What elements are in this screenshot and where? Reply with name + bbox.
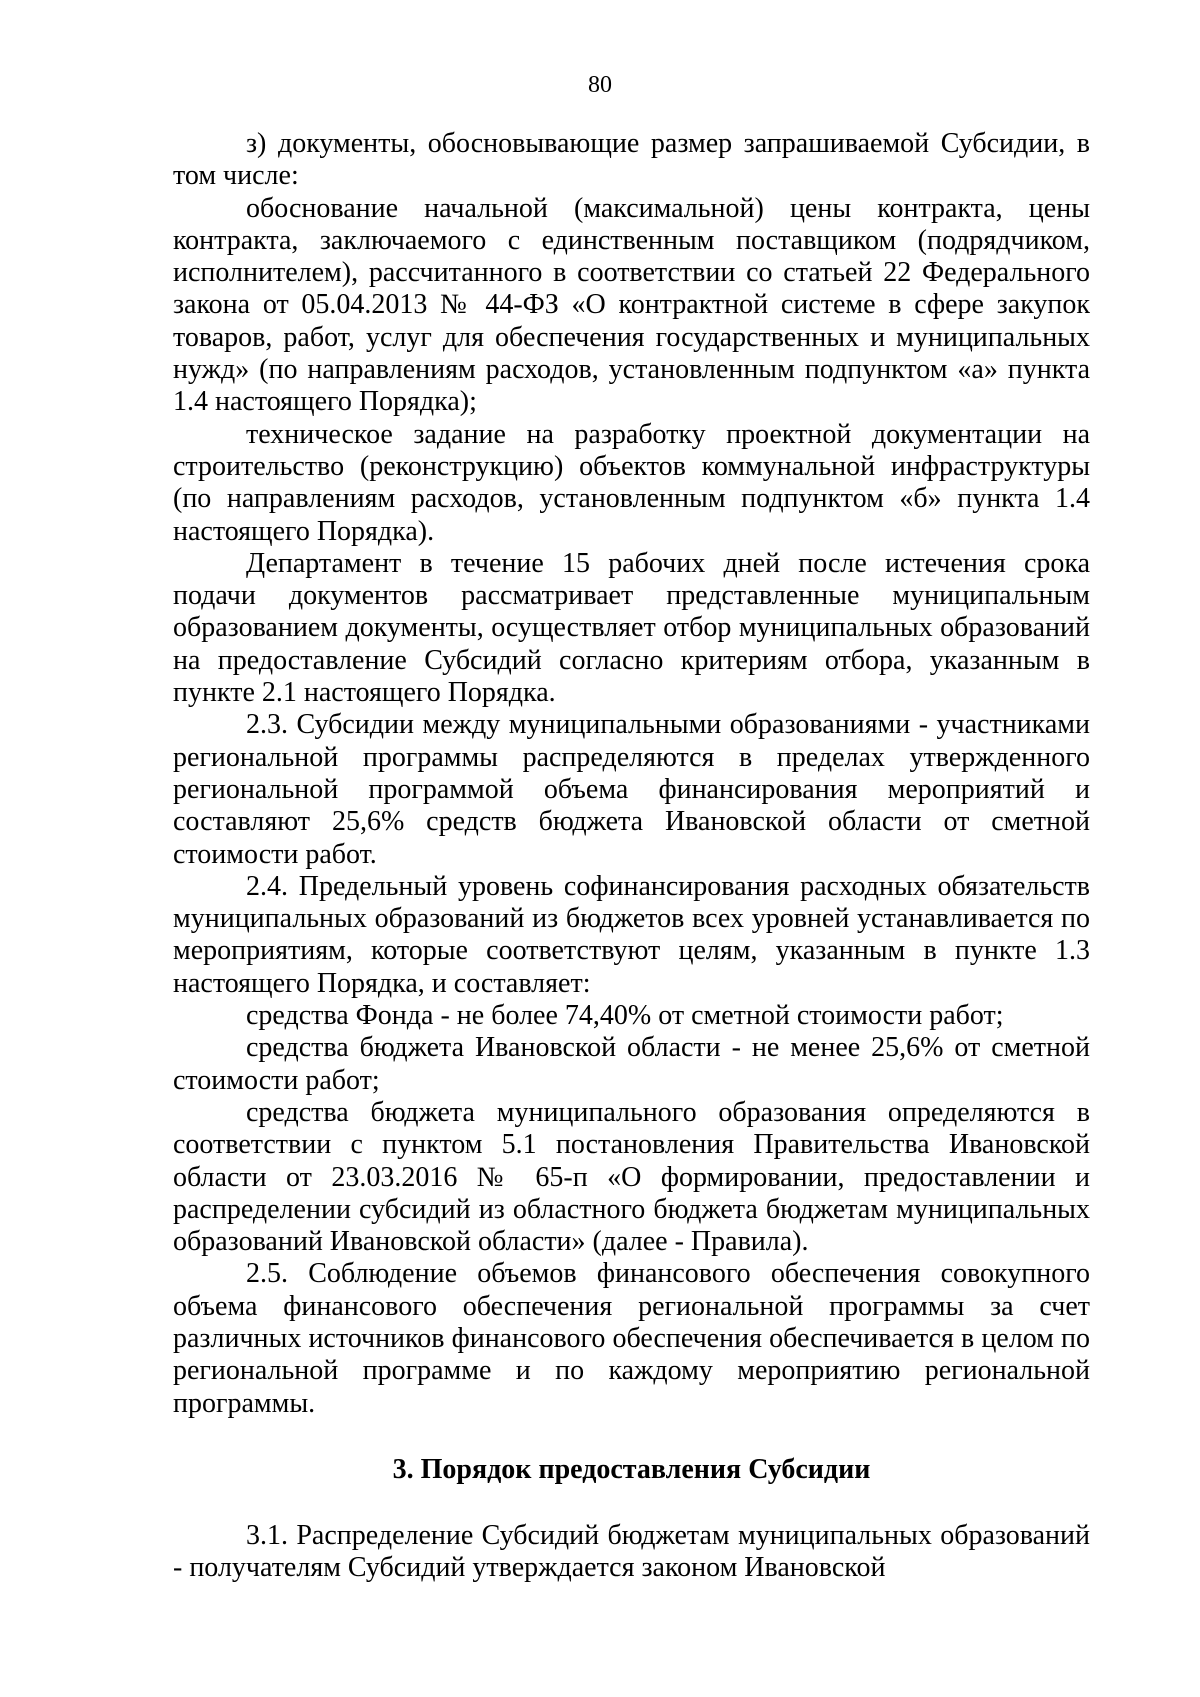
paragraph-item-z-documents: з) документы, обосновывающие размер запрашиваемой Субсидии, в том числе: [173, 128, 1090, 192]
page-number: 80 [588, 72, 612, 98]
paragraph-clause-2-4: 2.4. Предельный уровень софинансирования расходных обязательств муниципальных образований из бюджетов всех уровней устанавливается по мероприятиям, которые соответствуют целям, указанным в пункте 1.3 настоящего Порядка, и составляет: [173, 870, 1090, 999]
section-heading: 3. Порядок предоставления Субсидии [392, 1453, 871, 1485]
paragraph-clause-2-5: 2.5. Соблюдение объемов финансового обеспечения совокупного объема финансового обеспечения региональной программы за счет различных источников финансового обеспечения обеспечивается в целом по региональной программе и по каждому мероприятию региональной программы. [173, 1258, 1090, 1419]
paragraph-price-justification: обоснование начальной (максимальной) цены контракта, цены контракта, заключаемого с единственным поставщиком (подрядчиком, исполнителем), рассчитанного в соответствии со статьей 22 Федерального закона от 05.04.2013 № 44-ФЗ «О контрактной системе в сфере закупок товаров, работ, услуг для обеспечения государственных и муниципальных нужд» (по направлениям расходов, установленным подпунктом «а» пункта 1.4 настоящего Порядка); [173, 192, 1090, 418]
paragraph-regional-budget-share: средства бюджета Ивановской области - не менее 25,6% от сметной стоимости работ; [173, 1032, 1090, 1096]
paragraph-clause-2-3: 2.3. Субсидии между муниципальными образованиями - участниками региональной программы распределяются в пределах утвержденного региональной программой объема финансирования мероприятий и составляют 25,6% средств бюджета Ивановской области от сметной стоимости работ. [173, 709, 1090, 870]
document-body [173, 128, 1090, 1585]
paragraph-technical-assignment: техническое задание на разработку проектной документации на строительство (реконструкцию) объектов коммунальной инфраструктуры (по направлениям расходов, установленным подпунктом «б» пункта 1.4 настоящего Порядка). [173, 418, 1090, 547]
paragraph-clause-3-1: 3.1. Распределение Субсидий бюджетам муниципальных образований - получателям Субсидий утверждается законом Ивановской [173, 1520, 1090, 1584]
paragraph-department-review: Департамент в течение 15 рабочих дней после истечения срока подачи документов рассматривает представленные муниципальным образованием документы, осуществляет отбор муниципальных образований на предоставление Субсидий согласно критериям отбора, указанным в пункте 2.1 настоящего Порядка. [173, 547, 1090, 709]
paragraph-municipal-budget-share: средства бюджета муниципального образования определяются в соответствии с пунктом 5.1 постановления Правительства Ивановской области от 23.03.2016 № 65-п «О формировании, предоставлении и распределении субсидий из областного бюджета бюджетам муниципальных образований Ивановской области» (далее - Правила). [173, 1096, 1090, 1258]
paragraph-fund-share: средства Фонда - не более 74,40% от сметной стоимости работ; [246, 1000, 1004, 1032]
